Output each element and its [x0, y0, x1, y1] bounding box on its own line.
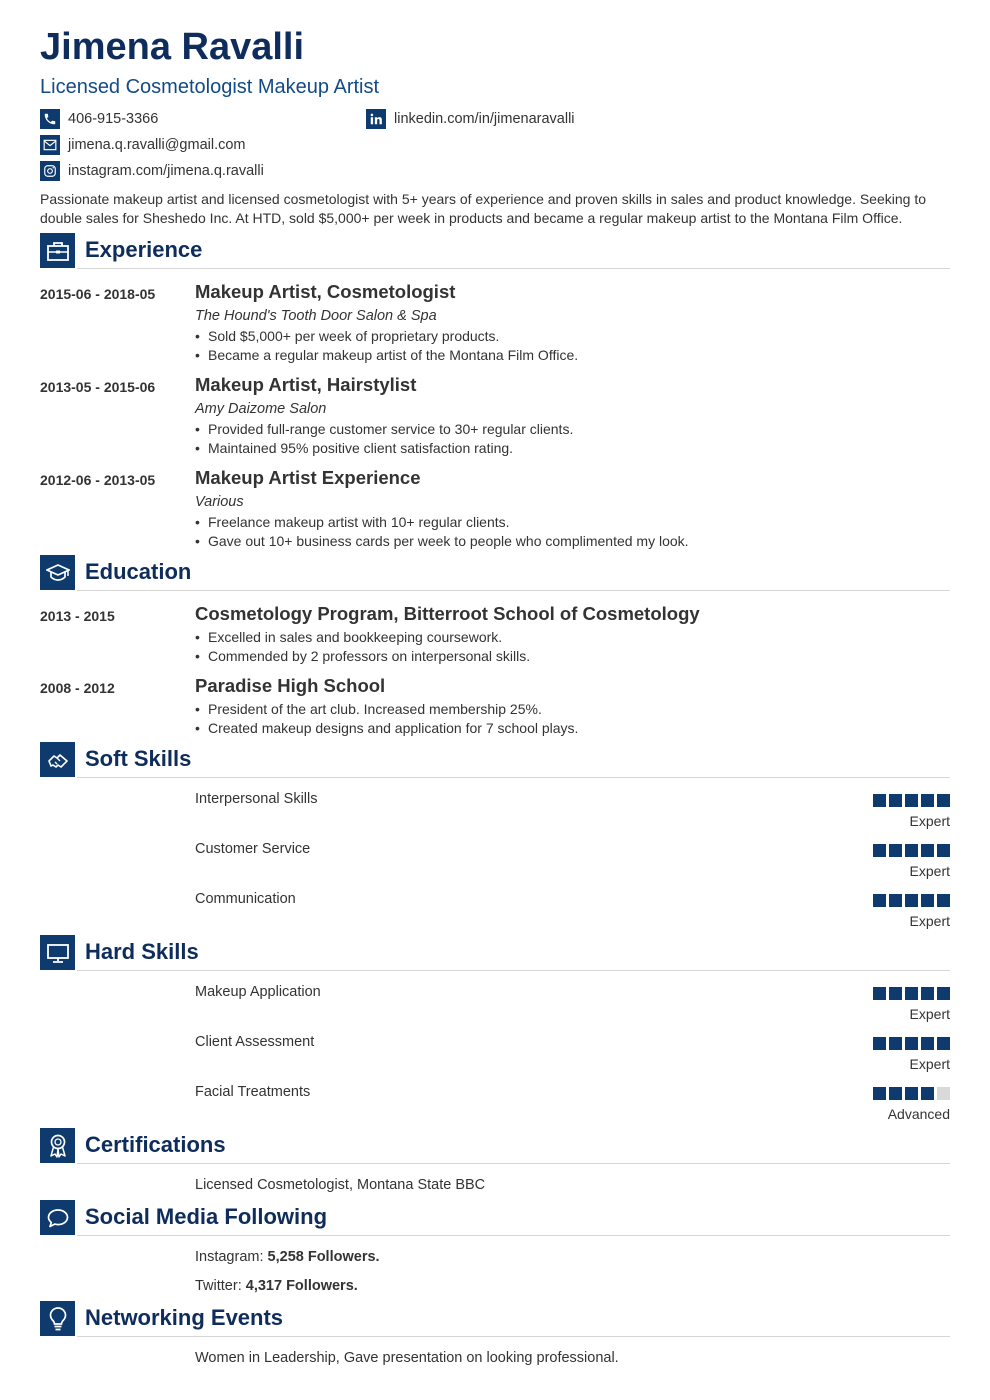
instagram-icon — [40, 161, 60, 181]
rating-square-filled — [905, 894, 918, 907]
social-item — [195, 1277, 358, 1295]
rating-square-filled — [921, 1037, 934, 1050]
job-dates: 2015-06 - 2018-05 — [40, 286, 156, 302]
rating-square-filled — [873, 987, 886, 1000]
section-divider — [77, 1235, 950, 1236]
graduation-cap-icon — [40, 555, 75, 590]
rating-square-filled — [937, 844, 950, 857]
skill-level: Advanced — [887, 1106, 950, 1122]
rating-square-filled — [889, 794, 902, 807]
job-title: Licensed Cosmetologist Makeup Artist — [40, 76, 380, 98]
skill-rating — [873, 794, 950, 807]
networking-item: Women in Leadership, Gave presentation on looking professional. — [195, 1350, 619, 1366]
skill-level: Expert — [909, 913, 950, 929]
rating-square-filled — [873, 1087, 886, 1100]
rating-square-filled — [889, 1037, 902, 1050]
education-bullet: • President of the art club. Increased membership 25%. — [195, 700, 542, 718]
section-divider — [77, 268, 950, 269]
email-text[interactable]: jimena.q.ravalli@gmail.com — [68, 137, 246, 153]
contact-instagram — [40, 161, 264, 181]
skill-level: Expert — [909, 813, 950, 829]
skill-rating — [873, 1037, 950, 1050]
section-divider — [77, 777, 950, 778]
job-role: Makeup Artist, Hairstylist — [195, 374, 417, 395]
section-title-soft-skills: Soft Skills — [85, 746, 192, 771]
handshake-icon — [40, 742, 75, 777]
rating-square-filled — [889, 894, 902, 907]
skill-name: Makeup Application — [195, 984, 321, 1000]
rating-square-filled — [921, 1087, 934, 1100]
skill-rating — [873, 1087, 950, 1100]
education-bullet: • Created makeup designs and application for 7 school plays. — [195, 719, 578, 737]
skill-level: Expert — [909, 1006, 950, 1022]
linkedin-text[interactable]: linkedin.com/in/jimenaravalli — [394, 111, 575, 127]
rating-square-filled — [905, 844, 918, 857]
rating-square-filled — [905, 1087, 918, 1100]
rating-square-filled — [889, 1087, 902, 1100]
section-title-certifications: Certifications — [85, 1132, 226, 1157]
instagram-text[interactable]: instagram.com/jimena.q.ravalli — [68, 163, 264, 179]
rating-square-filled — [937, 987, 950, 1000]
award-ribbon-icon — [40, 1128, 75, 1163]
job-company: The Hound's Tooth Door Salon & Spa — [195, 308, 437, 324]
contact-linkedin — [366, 109, 575, 129]
job-company: Amy Daizome Salon — [195, 401, 327, 417]
job-bullet: • Sold $5,000+ per week of proprietary products. — [195, 327, 499, 345]
rating-square-filled — [873, 1037, 886, 1050]
skill-rating — [873, 894, 950, 907]
education-bullet: • Commended by 2 professors on interpersonal skills. — [195, 647, 530, 665]
candidate-name: Jimena Ravalli — [40, 26, 305, 68]
skill-name: Client Assessment — [195, 1034, 315, 1050]
phone-text[interactable]: 406-915-3366 — [68, 111, 159, 127]
section-divider — [77, 1163, 950, 1164]
rating-square-filled — [889, 844, 902, 857]
skill-name: Facial Treatments — [195, 1084, 311, 1100]
linkedin-icon — [366, 109, 386, 129]
education-dates: 2013 - 2015 — [40, 608, 115, 624]
skill-name: Interpersonal Skills — [195, 791, 318, 807]
section-divider — [77, 590, 950, 591]
section-title-experience: Experience — [85, 237, 203, 262]
section-title-social-media: Social Media Following — [85, 1204, 328, 1229]
rating-square-filled — [937, 794, 950, 807]
job-dates: 2012-06 - 2013-05 — [40, 472, 156, 488]
skill-level: Expert — [909, 1056, 950, 1072]
job-dates: 2013-05 - 2015-06 — [40, 379, 156, 395]
contact-phone — [40, 109, 158, 129]
skill-rating — [873, 844, 950, 857]
rating-square-filled — [873, 894, 886, 907]
lightbulb-icon — [40, 1301, 75, 1336]
job-bullet: • Gave out 10+ business cards per week to people who complimented my look. — [195, 532, 689, 550]
education-school: Paradise High School — [195, 675, 386, 696]
rating-square-filled — [873, 794, 886, 807]
monitor-icon — [40, 935, 75, 970]
speech-bubble-icon — [40, 1200, 75, 1235]
section-title-hard-skills: Hard Skills — [85, 939, 199, 964]
rating-square-filled — [905, 1037, 918, 1050]
profile-summary: Passionate makeup artist and licensed cosmetologist with 5+ years of experience and proven skills in sales and product knowledge. Seeking to double sales for Sheshedo Inc. At HTD, sold $5,000+ per week in products and became a regular makeup artist to the Montana Film Office. — [40, 191, 927, 226]
social-value: 4,317 Followers. — [245, 1278, 358, 1294]
social-label: Instagram: — [195, 1249, 264, 1265]
job-bullet: • Provided full-range customer service to 30+ regular clients. — [195, 420, 573, 438]
education-bullet: • Excelled in sales and bookkeeping coursework. — [195, 628, 502, 646]
job-role: Makeup Artist Experience — [195, 467, 421, 488]
phone-icon — [40, 109, 60, 129]
education-dates: 2008 - 2012 — [40, 680, 115, 696]
skill-rating — [873, 987, 950, 1000]
section-divider — [77, 970, 950, 971]
rating-square-empty — [937, 1087, 950, 1100]
social-label: Twitter: — [195, 1278, 242, 1294]
section-title-education: Education — [85, 559, 192, 584]
rating-square-filled — [905, 987, 918, 1000]
rating-square-filled — [921, 794, 934, 807]
rating-square-filled — [889, 987, 902, 1000]
skill-name: Communication — [195, 891, 296, 907]
rating-square-filled — [873, 844, 886, 857]
contact-email — [40, 135, 246, 155]
certification-item: Licensed Cosmetologist, Montana State BBC — [195, 1177, 486, 1193]
social-value: 5,258 Followers. — [267, 1249, 380, 1265]
rating-square-filled — [937, 1037, 950, 1050]
rating-square-filled — [937, 894, 950, 907]
briefcase-icon — [40, 233, 75, 268]
social-item — [195, 1248, 380, 1266]
section-title-networking: Networking Events — [85, 1305, 284, 1330]
skill-level: Expert — [909, 863, 950, 879]
envelope-icon — [40, 135, 60, 155]
job-role: Makeup Artist, Cosmetologist — [195, 281, 456, 302]
education-school: Cosmetology Program, Bitterroot School of Cosmetology — [195, 603, 700, 624]
rating-square-filled — [921, 894, 934, 907]
rating-square-filled — [921, 987, 934, 1000]
job-bullet: • Became a regular makeup artist of the Montana Film Office. — [195, 346, 578, 364]
job-bullet: • Maintained 95% positive client satisfaction rating. — [195, 439, 513, 457]
rating-square-filled — [921, 844, 934, 857]
rating-square-filled — [905, 794, 918, 807]
section-divider — [77, 1336, 950, 1337]
job-bullet: • Freelance makeup artist with 10+ regular clients. — [195, 513, 510, 531]
skill-name: Customer Service — [195, 841, 311, 857]
job-company: Various — [195, 494, 244, 510]
